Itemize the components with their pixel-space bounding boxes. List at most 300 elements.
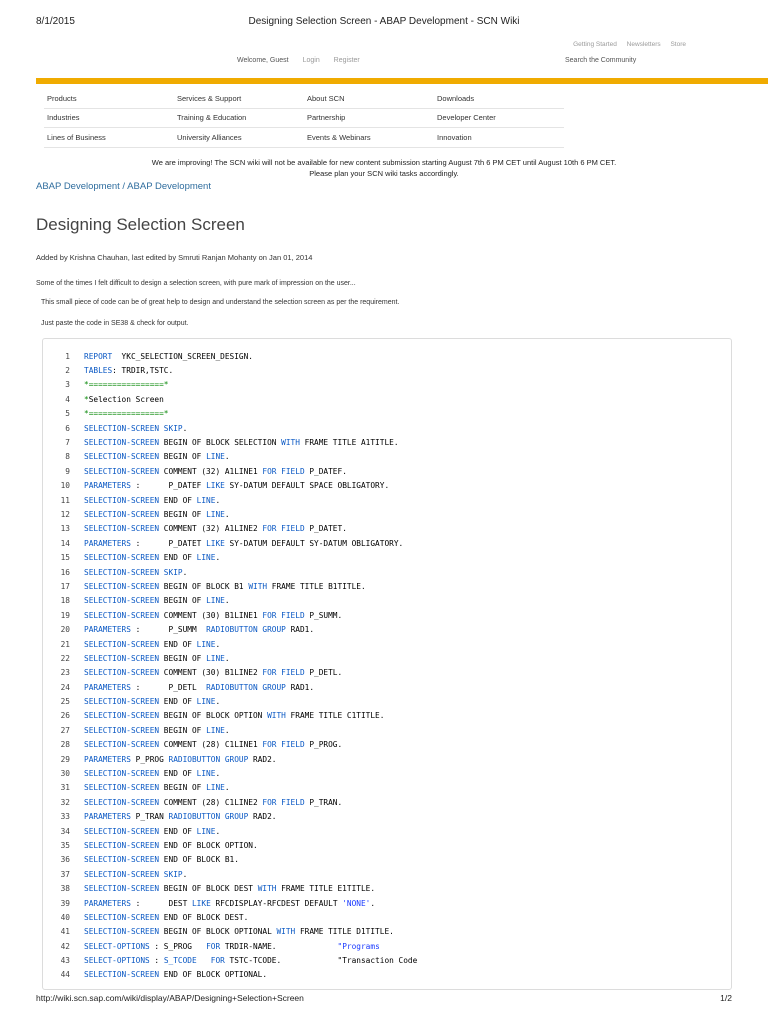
code-line xyxy=(43,896,731,910)
code-text xyxy=(70,452,230,461)
keyword-token: SELECTION-SCREEN xyxy=(84,466,160,476)
author-byline: Added by Krishna Chauhan, last edited by Smruti Ranjan Mohanty on Jan 01, 2014 xyxy=(36,253,313,262)
print-doc-title: Designing Selection Screen - ABAP Development - SCN Wiki xyxy=(248,16,520,27)
keyword-token: LINE xyxy=(196,639,216,649)
code-line xyxy=(43,622,731,636)
keyword-token: PARAMETERS xyxy=(84,682,131,692)
code-token: BEGIN OF xyxy=(159,725,207,735)
code-text xyxy=(70,827,220,836)
code-token: FRAME TITLE A1TITLE. xyxy=(299,438,399,448)
code-token: END OF xyxy=(159,553,197,563)
code-line xyxy=(43,522,731,536)
code-line xyxy=(43,378,731,392)
code-token: P_PROG. xyxy=(304,740,343,750)
code-token: : P_DATEF xyxy=(130,481,207,491)
keyword-token: SELECTION-SCREEN xyxy=(84,668,160,678)
line-number: 43 xyxy=(60,956,70,966)
code-token: SY-DATUM DEFAULT SPACE OBLIGATORY. xyxy=(224,481,390,491)
code-line xyxy=(43,392,731,406)
topnav-getting-started-link[interactable]: Getting Started xyxy=(573,41,617,48)
code-token: END OF xyxy=(159,697,197,707)
code-token: . xyxy=(215,826,221,836)
code-line xyxy=(43,479,731,493)
code-line xyxy=(43,953,731,967)
line-number: 14 xyxy=(60,538,70,548)
line-number: 31 xyxy=(60,783,70,793)
code-line xyxy=(43,550,731,564)
keyword-token: SELECTION-SCREEN xyxy=(84,581,160,591)
print-date: 8/1/2015 xyxy=(36,16,75,27)
code-token: : P_DETL xyxy=(130,682,207,692)
code-line xyxy=(43,968,731,982)
code-text xyxy=(70,496,220,505)
code-line xyxy=(43,435,731,449)
code-token: END OF BLOCK OPTION. xyxy=(159,840,258,850)
code-line xyxy=(43,565,731,579)
page-title: Designing Selection Screen xyxy=(36,215,245,234)
keyword-token: SELECTION-SCREEN xyxy=(84,639,160,649)
mega-nav-row xyxy=(44,89,564,109)
keyword-token: LIKE xyxy=(191,898,211,908)
code-token: P_TRAN xyxy=(130,812,169,822)
code-token: END OF xyxy=(159,495,197,505)
keyword-token: WITH xyxy=(281,438,300,448)
code-token xyxy=(197,956,211,965)
code-text xyxy=(70,409,169,418)
keyword-token: WITH xyxy=(276,927,296,937)
intro-paragraph: Some of the times I felt difficult to design a selection screen, with pure mark of impression on the user... xyxy=(36,280,356,287)
keyword-token: SELECTION-SCREEN xyxy=(84,596,160,606)
code-token: . xyxy=(182,869,188,879)
line-number: 6 xyxy=(65,423,70,433)
keyword-token: SELECT-OPTIONS xyxy=(84,956,150,966)
keyword-token: RADIOBUTTON GROUP xyxy=(206,682,286,692)
code-token: . xyxy=(215,553,221,563)
code-token: : P_DATET xyxy=(130,538,207,548)
code-token: SY-DATUM DEFAULT SY-DATUM OBLIGATORY. xyxy=(224,538,404,548)
keyword-token: SELECTION-SCREEN xyxy=(84,697,160,707)
line-number: 2 xyxy=(65,366,70,376)
maintenance-notice xyxy=(36,157,732,179)
print-footer xyxy=(36,993,732,1005)
keyword-token: SELECTION-SCREEN SKIP xyxy=(84,869,183,879)
code-text xyxy=(70,380,169,389)
keyword-token: LINE xyxy=(206,596,225,606)
keyword-token: LINE xyxy=(196,769,216,779)
line-number: 7 xyxy=(65,438,70,448)
keyword-token: LINE xyxy=(206,509,225,519)
code-text xyxy=(70,970,267,979)
code-text xyxy=(70,726,230,735)
code-token: BEGIN OF BLOCK OPTIONAL xyxy=(159,927,277,937)
keyword-token: SELECTION-SCREEN xyxy=(84,610,160,620)
line-number: 40 xyxy=(60,912,70,922)
line-number: 32 xyxy=(60,797,70,807)
line-number: 8 xyxy=(65,452,70,462)
nav-university-alliances[interactable]: University Alliances xyxy=(177,132,242,142)
keyword-token: SELECTION-SCREEN xyxy=(84,840,160,850)
code-text xyxy=(70,697,220,706)
keyword-token: TABLES xyxy=(84,366,113,376)
code-line xyxy=(43,810,731,824)
keyword-token: PARAMETERS xyxy=(84,625,131,635)
code-token: COMMENT (32) A1LINE2 xyxy=(159,524,263,534)
line-number: 9 xyxy=(65,466,70,476)
line-number: 39 xyxy=(60,898,70,908)
string-token: 'NONE' xyxy=(342,898,371,908)
keyword-token: FOR FIELD xyxy=(262,610,305,620)
code-text xyxy=(70,913,248,922)
code-text xyxy=(70,942,380,951)
line-number: 25 xyxy=(60,697,70,707)
code-token: BEGIN OF BLOCK B1 xyxy=(159,581,249,591)
nav-downloads[interactable]: Downloads xyxy=(437,93,475,103)
code-text xyxy=(70,582,366,591)
code-token: . xyxy=(215,639,221,649)
keyword-token: FOR xyxy=(210,956,225,966)
code-line xyxy=(43,838,731,852)
code-line xyxy=(43,507,731,521)
notice-line-1: We are improving! The SCN wiki will not be available for new content submission starting August 7th 6 PM CET until August 10th 6 PM CET. xyxy=(151,158,617,167)
code-token: : S_PROG xyxy=(149,941,207,951)
code-text xyxy=(70,625,314,634)
code-line xyxy=(43,925,731,939)
code-line xyxy=(43,694,731,708)
line-number: 36 xyxy=(60,855,70,865)
code-token: BEGIN OF xyxy=(159,783,207,793)
code-line xyxy=(43,723,731,737)
code-text xyxy=(70,740,342,749)
keyword-token: PARAMETERS xyxy=(84,481,131,491)
code-text xyxy=(70,755,277,764)
code-line xyxy=(43,738,731,752)
line-number: 11 xyxy=(60,495,70,505)
code-lines xyxy=(43,349,731,982)
welcome-bar xyxy=(237,57,372,64)
line-number: 30 xyxy=(60,769,70,779)
code-line xyxy=(43,853,731,867)
code-line xyxy=(43,608,731,622)
print-url: http://wiki.scn.sap.com/wiki/display/ABAP/Designing+Selection+Screen xyxy=(36,993,304,1003)
welcome-greeting: Welcome, Guest xyxy=(237,57,289,64)
code-token: BEGIN OF BLOCK OPTION xyxy=(159,711,268,721)
comment-token: *================* xyxy=(84,409,169,419)
code-text xyxy=(70,855,239,864)
line-number: 22 xyxy=(60,653,70,663)
code-token: RAD2. xyxy=(248,812,277,822)
code-token: P_PROG xyxy=(130,754,169,764)
nav-training-education[interactable]: Training & Education xyxy=(177,113,247,123)
code-text xyxy=(70,668,342,677)
code-line xyxy=(43,363,731,377)
code-line xyxy=(43,867,731,881)
code-token: COMMENT (32) A1LINE1 xyxy=(159,466,263,476)
code-token: . xyxy=(215,769,221,779)
line-number: 16 xyxy=(60,567,70,577)
keyword-token: FOR xyxy=(206,941,221,951)
code-token: : P_SUMM xyxy=(130,625,207,635)
keyword-token: LINE xyxy=(196,553,216,563)
code-line xyxy=(43,421,731,435)
code-line xyxy=(43,637,731,651)
line-number: 1 xyxy=(65,351,70,361)
keyword-token: LINE xyxy=(206,452,225,462)
code-line xyxy=(43,824,731,838)
keyword-token: SELECTION-SCREEN xyxy=(84,826,160,836)
keyword-token: FOR FIELD xyxy=(262,797,305,807)
line-number: 20 xyxy=(60,625,70,635)
code-text xyxy=(70,711,384,720)
code-token: RAD1. xyxy=(285,682,315,692)
code-line xyxy=(43,349,731,363)
keyword-token: LINE xyxy=(206,653,225,663)
nav-events-webinars[interactable]: Events & Webinars xyxy=(307,132,371,142)
keyword-token: SELECTION-SCREEN xyxy=(84,509,160,519)
nav-products[interactable]: Products xyxy=(47,93,77,103)
nav-innovation[interactable]: Innovation xyxy=(437,132,472,142)
code-text xyxy=(70,352,253,361)
nav-industries[interactable]: Industries xyxy=(47,113,80,123)
code-text xyxy=(70,366,173,375)
keyword-token: SELECTION-SCREEN xyxy=(84,553,160,563)
code-token: END OF xyxy=(159,826,197,836)
top-utility-nav xyxy=(565,41,686,48)
keyword-token: PARAMETERS xyxy=(84,754,131,764)
keyword-token: LINE xyxy=(206,725,225,735)
keyword-token: SELECTION-SCREEN SKIP xyxy=(84,567,183,577)
line-number: 42 xyxy=(60,941,70,951)
line-number: 13 xyxy=(60,524,70,534)
code-token: END OF BLOCK B1. xyxy=(159,855,239,865)
code-token: . xyxy=(224,596,230,606)
notice-line-2: Please plan your SCN wiki tasks accordingly. xyxy=(309,169,459,178)
code-token: FRAME TITLE E1TITLE. xyxy=(276,884,376,894)
code-token: . xyxy=(370,898,376,908)
keyword-token: SELECTION-SCREEN xyxy=(84,653,160,663)
keyword-token: RADIOBUTTON GROUP xyxy=(168,754,249,764)
keyword-token: LINE xyxy=(196,697,216,707)
code-token: P_DATET. xyxy=(304,524,347,534)
code-token: . xyxy=(182,567,188,577)
code-token: FRAME TITLE D1TITLE. xyxy=(295,927,394,937)
code-token: COMMENT (30) B1LINE1 xyxy=(159,610,263,620)
code-token: P_SUMM. xyxy=(304,610,343,620)
line-number: 44 xyxy=(60,970,70,980)
keyword-token: RADIOBUTTON GROUP xyxy=(206,625,286,635)
code-token: P_DETL. xyxy=(304,668,343,678)
register-link[interactable]: Register xyxy=(333,57,360,64)
line-number: 29 xyxy=(60,754,70,764)
topnav-newsletters-link[interactable]: Newsletters xyxy=(626,41,661,48)
code-token: FRAME TITLE B1TITLE. xyxy=(267,581,366,591)
code-text xyxy=(70,769,220,778)
code-block[interactable] xyxy=(42,338,732,990)
code-token: : TRDIR,TSTC. xyxy=(112,366,174,376)
code-token: . xyxy=(224,725,230,735)
code-text xyxy=(70,683,314,692)
code-text xyxy=(70,596,230,605)
code-token: BEGIN OF BLOCK DEST xyxy=(159,884,258,894)
keyword-token: FOR FIELD xyxy=(262,466,305,476)
keyword-token: SELECTION-SCREEN xyxy=(84,725,160,735)
keyword-token: SELECT-OPTIONS xyxy=(84,941,150,951)
code-token: BEGIN OF xyxy=(159,653,207,663)
keyword-token: SELECTION-SCREEN xyxy=(84,524,160,534)
keyword-token: FOR FIELD xyxy=(262,524,305,534)
code-line xyxy=(43,594,731,608)
line-number: 18 xyxy=(60,596,70,606)
brand-accent-bar xyxy=(36,78,768,84)
keyword-token: SELECTION-SCREEN xyxy=(84,438,160,448)
keyword-token: S_TCODE xyxy=(163,956,197,966)
code-line xyxy=(43,766,731,780)
keyword-token: SELECTION-SCREEN xyxy=(84,855,160,865)
keyword-token: SELECTION-SCREEN xyxy=(84,769,160,779)
search-community-input[interactable]: Search the Community xyxy=(565,57,637,64)
keyword-token: PARAMETERS xyxy=(84,898,131,908)
keyword-token: SELECTION-SCREEN xyxy=(84,740,160,750)
code-text xyxy=(70,899,375,908)
nav-partnership[interactable]: Partnership xyxy=(307,113,346,123)
code-text xyxy=(70,654,230,663)
line-number: 4 xyxy=(65,394,70,404)
code-line xyxy=(43,407,731,421)
code-text xyxy=(70,467,347,476)
line-number: 35 xyxy=(60,840,70,850)
keyword-token: SELECTION-SCREEN xyxy=(84,797,160,807)
code-token: TSTC-TCODE. "Transaction Code xyxy=(224,956,418,966)
line-number: 34 xyxy=(60,826,70,836)
line-number: 27 xyxy=(60,725,70,735)
code-token: : xyxy=(149,956,164,966)
code-token: . xyxy=(215,495,221,505)
line-number: 28 xyxy=(60,740,70,750)
nav-developer-center[interactable]: Developer Center xyxy=(437,113,496,123)
code-line xyxy=(43,536,731,550)
code-token: . xyxy=(224,653,230,663)
keyword-token: LINE xyxy=(206,783,225,793)
code-line xyxy=(43,709,731,723)
keyword-token: SELECTION-SCREEN xyxy=(84,912,160,922)
code-token: END OF BLOCK DEST. xyxy=(159,912,249,922)
print-page-number: 1/2 xyxy=(720,993,732,1003)
keyword-token: LINE xyxy=(196,826,216,836)
code-line xyxy=(43,666,731,680)
code-text xyxy=(70,611,342,620)
code-token: P_DATEF. xyxy=(304,466,347,476)
keyword-token: SELECTION-SCREEN xyxy=(84,495,160,505)
comment-token: * xyxy=(84,394,89,404)
code-token: BEGIN OF xyxy=(159,509,207,519)
keyword-token: SELECTION-SCREEN SKIP xyxy=(84,423,183,433)
topnav-store-link[interactable]: Store xyxy=(670,41,686,48)
code-token: COMMENT (28) C1LINE1 xyxy=(159,740,263,750)
code-text xyxy=(70,798,342,807)
code-token: RAD1. xyxy=(285,625,315,635)
code-text xyxy=(70,510,230,519)
instruction-paragraph: Just paste the code in SE38 & check for output. xyxy=(41,320,189,327)
code-text xyxy=(70,956,417,965)
line-number: 23 xyxy=(60,668,70,678)
keyword-token: WITH xyxy=(248,581,268,591)
keyword-token: SELECTION-SCREEN xyxy=(84,783,160,793)
line-number: 24 xyxy=(60,682,70,692)
code-line xyxy=(43,450,731,464)
code-token: BEGIN OF BLOCK SELECTION xyxy=(159,438,282,448)
code-token: COMMENT (30) B1LINE2 xyxy=(159,668,263,678)
code-token: . xyxy=(215,697,221,707)
line-number: 3 xyxy=(65,380,70,390)
code-text xyxy=(70,395,164,404)
code-text xyxy=(70,481,389,490)
code-line xyxy=(43,881,731,895)
code-text xyxy=(70,927,394,936)
breadcrumb[interactable]: ABAP Development / ABAP Development xyxy=(36,181,211,192)
code-text xyxy=(70,841,258,850)
keyword-token: SELECTION-SCREEN xyxy=(84,452,160,462)
code-token: P_TRAN. xyxy=(304,797,343,807)
login-link[interactable]: Login xyxy=(302,57,320,64)
keyword-token: LINE xyxy=(196,495,216,505)
code-line xyxy=(43,752,731,766)
mega-nav-row xyxy=(44,109,564,129)
code-token: FRAME TITLE C1TITLE. xyxy=(285,711,385,721)
code-token: : DEST xyxy=(130,898,192,908)
keyword-token: RADIOBUTTON GROUP xyxy=(168,812,249,822)
nav-about-scn[interactable]: About SCN xyxy=(307,93,345,103)
code-line xyxy=(43,939,731,953)
code-token: END OF xyxy=(159,639,197,649)
keyword-token: SELECTION-SCREEN xyxy=(84,927,160,937)
line-number: 21 xyxy=(60,639,70,649)
line-number: 15 xyxy=(60,553,70,563)
code-text xyxy=(70,438,399,447)
code-token: RFCDISPLAY-RFCDEST DEFAULT xyxy=(210,898,343,908)
code-text xyxy=(70,424,187,433)
description-paragraph: This small piece of code can be of great help to design and understand the selection screen as per the requirement. xyxy=(41,299,400,306)
keyword-token: PARAMETERS xyxy=(84,812,131,822)
nav-lines-of-business[interactable]: Lines of Business xyxy=(47,132,106,142)
keyword-token: SELECTION-SCREEN xyxy=(84,970,160,980)
code-token: BEGIN OF xyxy=(159,596,207,606)
keyword-token: SELECTION-SCREEN xyxy=(84,711,160,721)
keyword-token: SELECTION-SCREEN xyxy=(84,884,160,894)
line-number: 10 xyxy=(60,481,70,491)
code-token: YKC_SELECTION_SCREEN_DESIGN. xyxy=(112,351,253,361)
code-token: COMMENT (28) C1LINE2 xyxy=(159,797,263,807)
code-line xyxy=(43,781,731,795)
line-number: 26 xyxy=(60,711,70,721)
keyword-token: LIKE xyxy=(206,481,225,491)
nav-services-support[interactable]: Services & Support xyxy=(177,93,242,103)
code-token: Selection Screen xyxy=(88,394,164,404)
line-number: 12 xyxy=(60,509,70,519)
code-text xyxy=(70,870,187,879)
line-number: 37 xyxy=(60,869,70,879)
code-text xyxy=(70,640,220,649)
code-text xyxy=(70,884,375,893)
keyword-token: REPORT xyxy=(84,351,113,361)
keyword-token: LIKE xyxy=(206,538,225,548)
code-token: . xyxy=(224,783,230,793)
code-token: BEGIN OF xyxy=(159,452,207,462)
line-number: 33 xyxy=(60,812,70,822)
keyword-token: FOR FIELD xyxy=(262,740,305,750)
code-line xyxy=(43,579,731,593)
keyword-token: PARAMETERS xyxy=(84,538,131,548)
keyword-token: FOR FIELD xyxy=(262,668,305,678)
code-line xyxy=(43,795,731,809)
